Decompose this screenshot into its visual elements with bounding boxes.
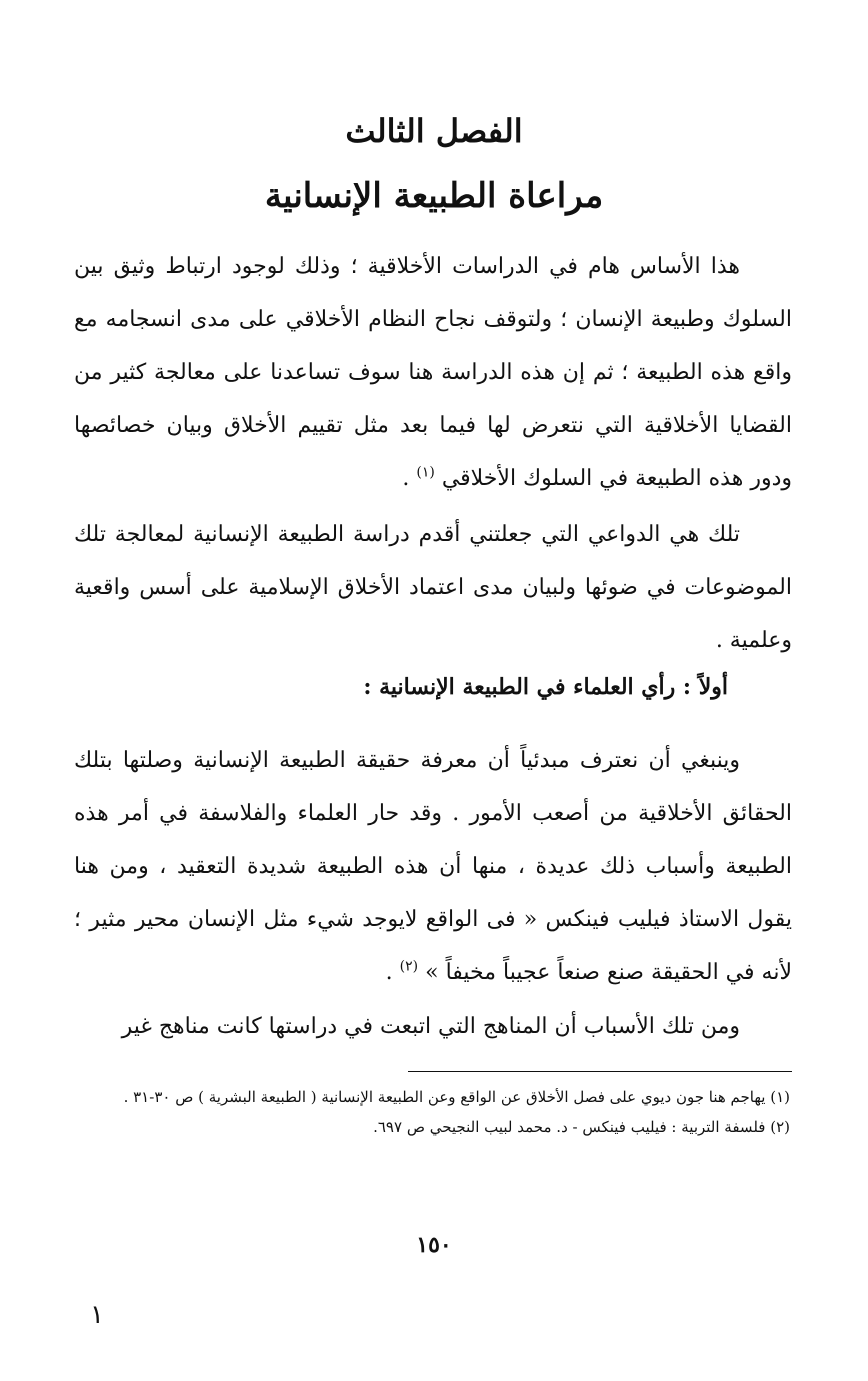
chapter-title: الفصل الثالث bbox=[345, 112, 523, 150]
paragraph-tail: . bbox=[385, 960, 400, 985]
footnotes bbox=[78, 1082, 790, 1142]
footnote-divider bbox=[408, 1071, 792, 1072]
footnote-reference[interactable]: (٢) bbox=[399, 958, 419, 975]
footnote-2: (٢) فلسفة التربية : فيليب فينكس - د. محمد لبيب النجيحي ص ٦٩٧. bbox=[373, 1118, 790, 1136]
margin-mark: ١ bbox=[90, 1300, 104, 1330]
chapter-subtitle: مراعاة الطبيعة الإنسانية bbox=[264, 176, 604, 216]
paragraph-tail: . bbox=[402, 466, 417, 491]
paragraph-intro bbox=[74, 240, 792, 505]
paragraph-motives: تلك هي الدواعي التي جعلتني أقدم دراسة الطبيعة الإنسانية لمعالجة تلك الموضوعات في ضوئها ولبيان مدى اعتماد الأخلاق الإسلامية على أسس واقعية وعلمية . bbox=[74, 522, 792, 653]
footnote-1: (١) يهاجم هنا جون ديوي على فصل الأخلاق عن الواقع وعن الطبيعة الإنسانية ( الطبيعة البشرية ) ص ٣٠-٣١ . bbox=[123, 1088, 790, 1106]
footnote-reference[interactable]: (١) bbox=[416, 464, 435, 481]
section-heading: أولاً : رأي العلماء في الطبيعة الإنسانية : bbox=[363, 674, 728, 700]
page-number: ١٥٠ bbox=[416, 1232, 452, 1258]
paragraph-methods: ومن تلك الأسباب أن المناهج التي اتبعت في دراستها كانت مناهج غير bbox=[121, 1014, 740, 1039]
paragraph-text: وينبغي أن نعترف مبدئياً أن معرفة حقيقة الطبيعة الإنسانية وصلتها بتلك الحقائق الأخلاقية من أصعب الأمور . وقد حار العلماء والفلاسفة في أمر هذه الطبيعة وأسباب ذلك عديدة ، منها أن هذه الطبيعة شديدة التعقيد ، ومن هنا يقول الاستاذ فيليب فينكس « فى الواقع لايوجد شيء مثل الإنسان محير مثير ؛ لأنه في الحقيقة صنع صنعاً عجيباً مخيفاً » bbox=[74, 748, 792, 985]
paragraph-scholars bbox=[74, 734, 792, 999]
paragraph-text: هذا الأساس هام في الدراسات الأخلاقية ؛ وذلك لوجود ارتباط وثيق بين السلوك وطبيعة الإنسان ؛ ولتوقف نجاح النظام الأخلاقي على مدى انسجامه مع واقع هذه الطبيعة ؛ ثم إن هذه الدراسة هنا سوف تساعدنا على معالجة كثير من القضايا الأخلاقية التي نتعرض لها فيما بعد مثل تقييم الأخلاق وبيان خصائصها ودور هذه الطبيعة في السلوك الأخلاقي bbox=[74, 254, 792, 491]
